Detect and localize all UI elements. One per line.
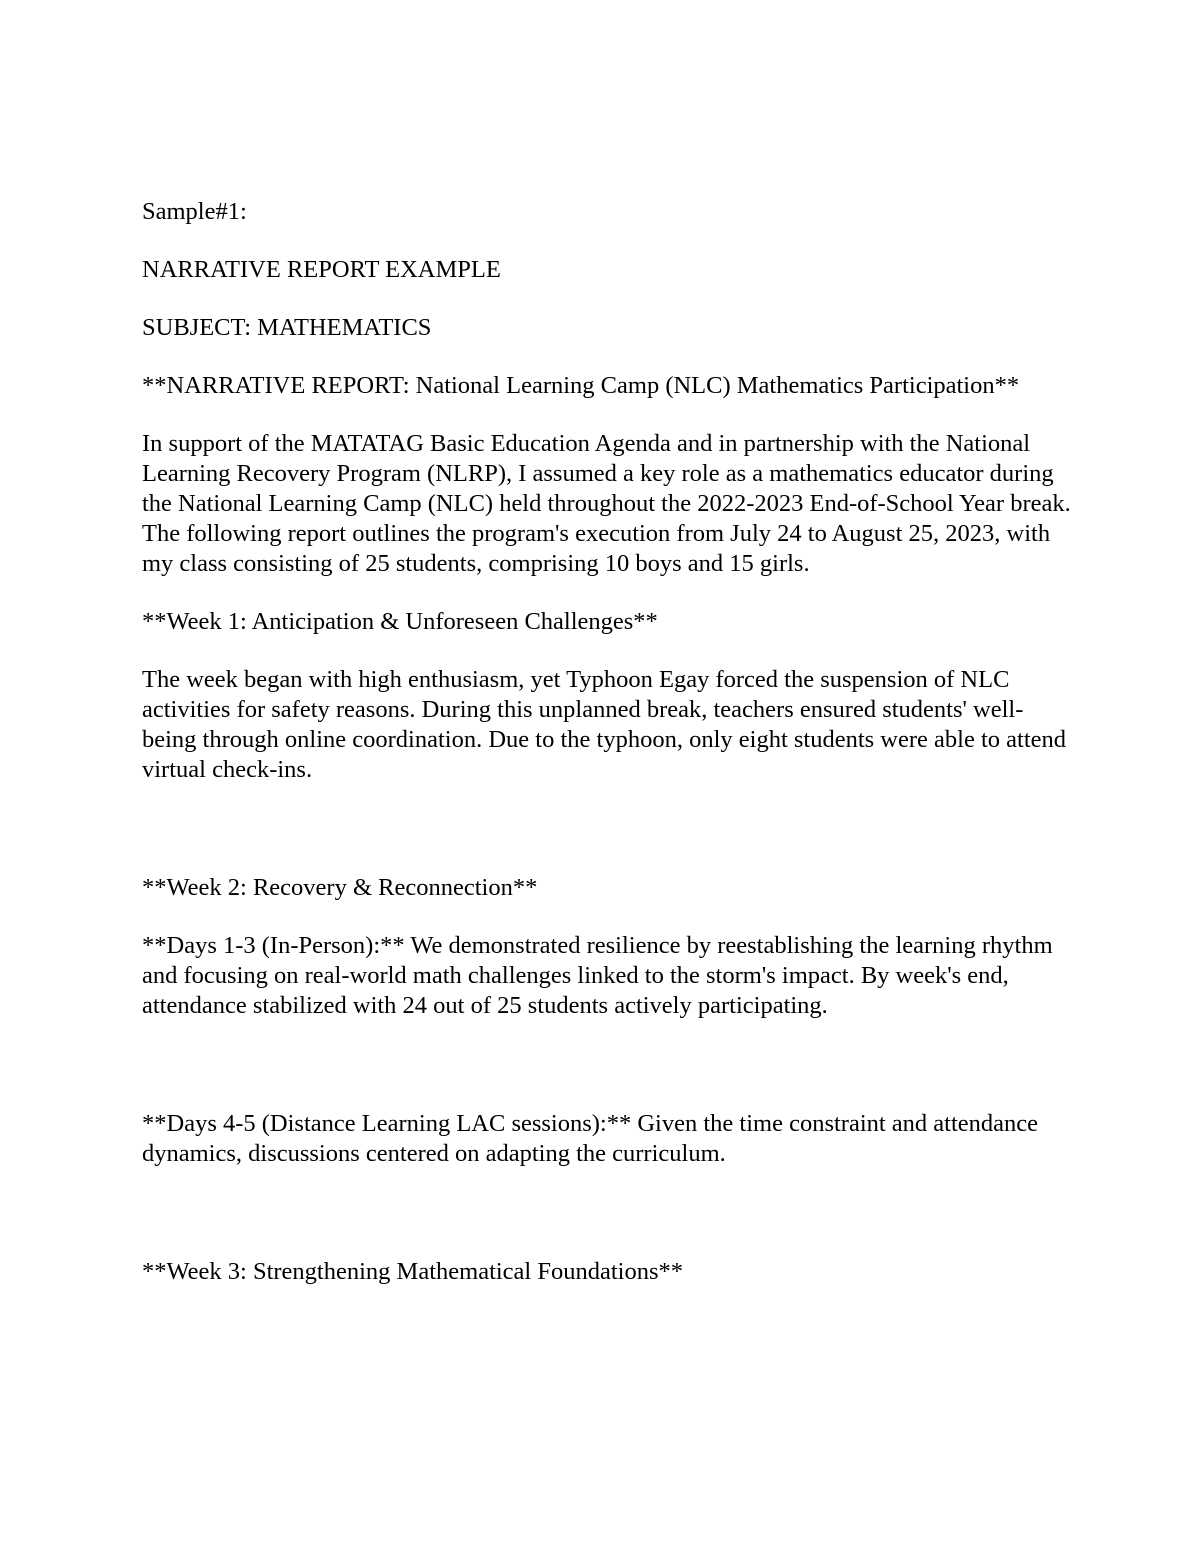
week2-days-1-3-paragraph: **Days 1-3 (In-Person):** We demonstrated resilience by reestablishing the learning rhythm and focusing on real-world math challenges linked to the storm's impact. By week's end, attendance stabilized with 24 out of 25 students actively participating. [142,932,1053,1019]
week1-heading: **Week 1: Anticipation & Unforeseen Challenges** [142,608,658,635]
subject-line: SUBJECT: MATHEMATICS [142,314,432,341]
document-body [142,197,1072,1315]
report-type: NARRATIVE REPORT EXAMPLE [142,256,501,283]
week1-paragraph: The week began with high enthusiasm, yet Typhoon Egay forced the suspension of NLC activities for safety reasons. During this unplanned break, teachers ensured students' well-being through online coordination. Due to the typhoon, only eight students were able to attend virtual check-ins. [142,666,1067,783]
report-title: **NARRATIVE REPORT: National Learning Camp (NLC) Mathematics Participation** [142,372,1020,399]
week2-days-4-5-paragraph: **Days 4-5 (Distance Learning LAC sessions):** Given the time constraint and attendance dynamics, discussions centered on adapting the curriculum. [142,1110,1039,1167]
sample-label: Sample#1: [142,198,247,225]
intro-paragraph: In support of the MATATAG Basic Education Agenda and in partnership with the National Learning Recovery Program (NLRP), I assumed a key role as a mathematics educator during the National Learning Camp (NLC) held throughout the 2022-2023 End-of-School Year break. The following report outlines the program's execution from July 24 to August 25, 2023, with my class consisting of 25 students, comprising 10 boys and 15 girls. [142,430,1071,577]
week2-heading: **Week 2: Recovery & Reconnection** [142,874,538,901]
week3-heading: **Week 3: Strengthening Mathematical Foundations** [142,1258,684,1285]
